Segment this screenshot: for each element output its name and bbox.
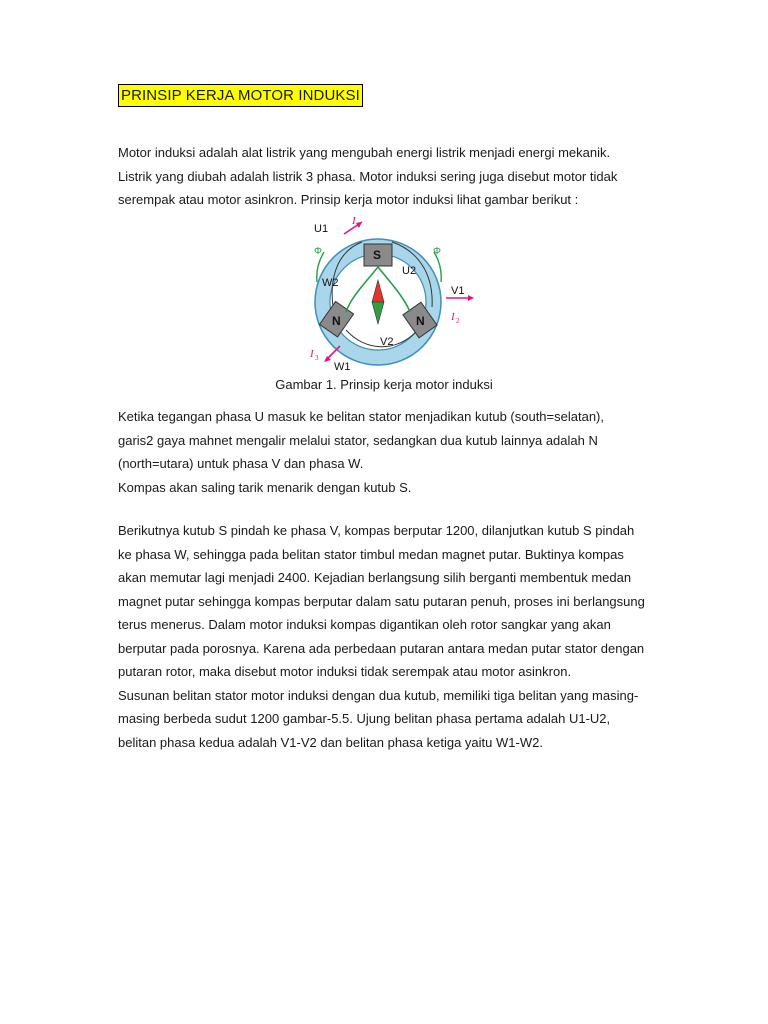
label-i2-sub: 2 bbox=[456, 317, 460, 325]
label-w2: W2 bbox=[322, 277, 339, 289]
paragraph-2 bbox=[118, 405, 662, 499]
text-line: akan memutar lagi menjadi 2400. Kejadian berlangsung silih berganti membentuk medan bbox=[118, 570, 632, 585]
label-phi-right: Φ bbox=[433, 246, 441, 257]
label-pole-s: S bbox=[373, 248, 382, 262]
label-u2: U2 bbox=[402, 265, 417, 277]
text-line: terus menerus. Dalam motor induksi kompas digantikan oleh rotor sangkar yang akan bbox=[118, 617, 611, 632]
text-line: Susunan belitan stator motor induksi dengan dua kutub, memiliki tiga belitan yang masing- bbox=[118, 687, 639, 703]
label-u1: U1 bbox=[314, 223, 329, 235]
text-line: garis2 gaya mahnet mengalir melalui stator, sedangkan dua kutub lainnya adalah N bbox=[118, 432, 598, 448]
current-arrow-i2-head bbox=[468, 295, 474, 301]
text-line: (north=utara) untuk phasa V dan phasa W. bbox=[118, 456, 364, 471]
label-v1: V1 bbox=[451, 285, 465, 297]
label-phi-left: Φ bbox=[314, 246, 322, 257]
text-line: berputar pada porosnya. Karena ada perbedaan putaran antara medan putar stator dengan bbox=[118, 640, 645, 656]
text-line: serempak atau motor asinkron. Prinsip kerja motor induksi lihat gambar berikut : bbox=[118, 192, 579, 207]
label-pole-n-right: N bbox=[416, 314, 425, 328]
label-i1-sub: 1 bbox=[357, 221, 361, 229]
text-line: belitan phasa kedua adalah V1-V2 dan belitan phasa ketiga yaitu W1-W2. bbox=[118, 734, 543, 750]
text-line: ke phasa W, sehingga pada belitan stator timbul medan magnet putar. Buktinya kompas bbox=[118, 546, 624, 562]
text-line: Listrik yang diubah adalah listrik 3 phasa. Motor induksi sering juga disebut motor tidak bbox=[118, 168, 618, 184]
label-v2: V2 bbox=[380, 336, 394, 348]
text-line: Kompas akan saling tarik menarik dengan kutub S. bbox=[118, 479, 412, 495]
text-line: Ketika tegangan phasa U masuk ke belitan stator menjadikan kutub (south=selatan), bbox=[118, 409, 604, 424]
paragraph-3 bbox=[118, 519, 662, 754]
label-w1: W1 bbox=[334, 361, 351, 373]
label-i2: I bbox=[451, 311, 455, 323]
text-line: putaran rotor, maka disebut motor induksi tidak serempak atau motor asinkron. bbox=[118, 664, 572, 679]
label-pole-n-left: N bbox=[332, 314, 341, 328]
figure-caption: Gambar 1. Prinsip kerja motor induksi bbox=[275, 377, 493, 392]
label-i1: I bbox=[352, 215, 356, 227]
text-line: Motor induksi adalah alat listrik yang mengubah energi listrik menjadi energi mekanik. bbox=[118, 145, 611, 160]
paragraph-intro bbox=[118, 141, 662, 212]
motor-diagram bbox=[296, 212, 496, 382]
text-line: magnet putar sehingga kompas berputar dalam satu putaran penuh, proses ini berlangsung bbox=[118, 593, 645, 609]
page-title: PRINSIP KERJA MOTOR INDUKSI bbox=[118, 84, 363, 107]
text-line: masing berbeda sudut 1200 gambar-5.5. Ujung belitan phasa pertama adalah U1-U2, bbox=[118, 711, 611, 726]
label-i3: I bbox=[310, 348, 314, 360]
text-line: Berikutnya kutub S pindah ke phasa V, kompas berputar 1200, dilanjutkan kutub S pindah bbox=[118, 523, 635, 538]
label-i3-sub: 3 bbox=[315, 354, 319, 362]
